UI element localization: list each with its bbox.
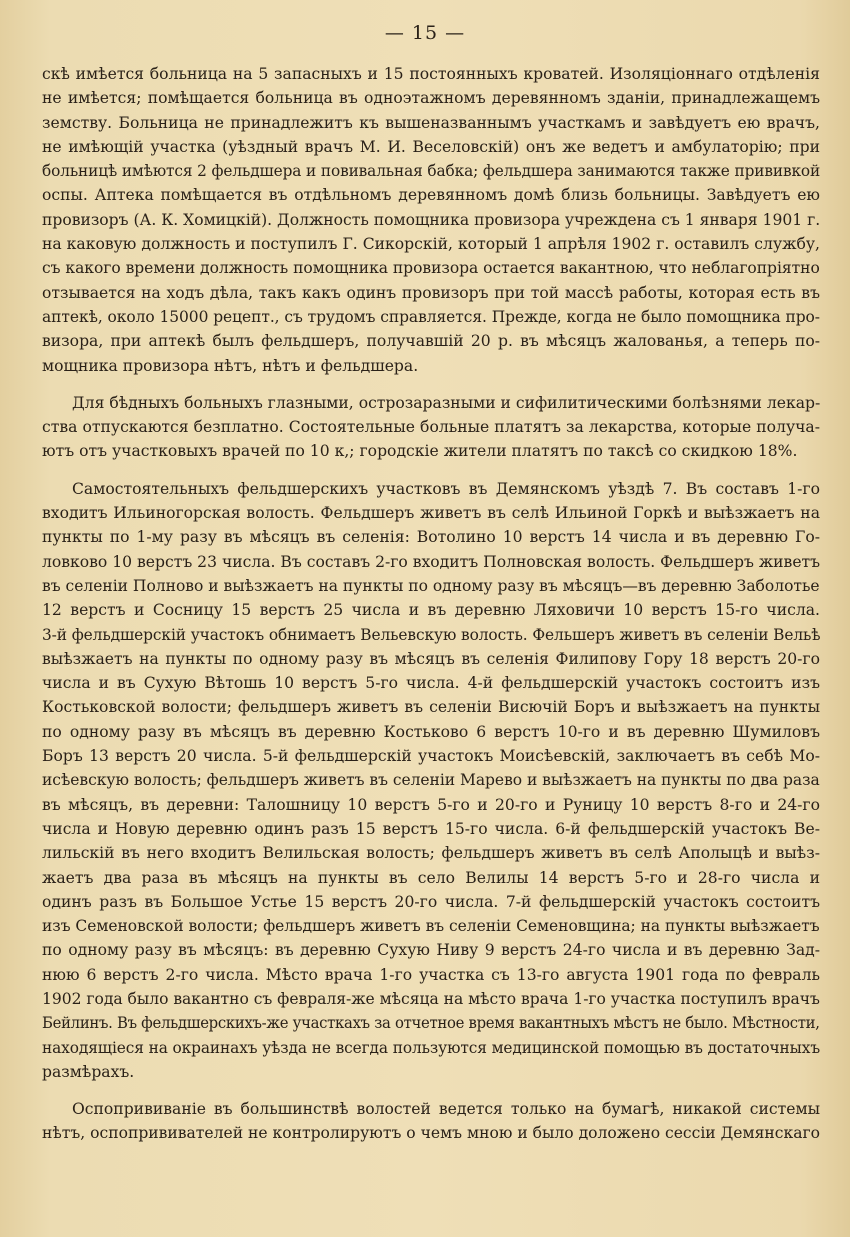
- text-line: числа и Новую деревню одинъ разъ 15 верстъ 15-го числа. 6-й фельдшерскій участокъ Ве-: [42, 819, 820, 838]
- text-line: Для бѣдныхъ больныхъ глазными, острозаразными и сифилитическими болѣзнями лекар-: [72, 393, 821, 412]
- text-line: визора, при аптекѣ былъ фельдшеръ, получавшій 20 р. въ мѣсяцъ жалованья, а теперь по-: [42, 332, 820, 351]
- text-line: ства отпускаются безплатно. Состоятельные больные платятъ за лекарства, которые получа-: [42, 418, 820, 437]
- text-line: отзывается на ходъ дѣла, такъ какъ одинъ провизоръ при той массѣ работы, которая есть въ: [42, 283, 820, 302]
- text-line: по одному разу въ мѣсяцъ въ деревню Костьково 6 верстъ 10-го и въ деревню Шумиловъ: [42, 722, 820, 741]
- text-line: нѣтъ, оспопрививателей не контролируютъ о чемъ мною и было доложено сессіи Демянскаго: [42, 1124, 821, 1143]
- paragraph-gap: [42, 378, 820, 391]
- text-line: по одному разу въ мѣсяцъ: въ деревню Сухую Ниву 9 верстъ 24-го числа и въ деревню Зад-: [42, 941, 820, 960]
- text-line: Костьковской волости; фельдшеръ живетъ въ селеніи Висючій Боръ и выѣзжаетъ на пункты: [42, 698, 820, 717]
- text-line: провизоръ (А. К. Хомицкій). Должность помощника провизора учреждена съ 1 января 1901 г.: [42, 210, 821, 229]
- text-line: аптекѣ, около 15000 рецепт., съ трудомъ справляется. Прежде, когда не было помощника про-: [42, 307, 820, 326]
- paragraph: [42, 62, 820, 378]
- text-line: исѣевскую волость; фельдшеръ живетъ въ селеніи Марево и выѣзжаетъ на пункты по два раза: [42, 771, 820, 790]
- text-line: 12 верстъ и Сосницу 15 верстъ 25 числа и въ деревню Ляховичи 10 верстъ 15-го числа.: [42, 601, 820, 620]
- text-line: въ селеніи Полново и выѣзжаетъ на пункты по одному разу въ мѣсяцъ—въ деревню Заболотье: [42, 576, 820, 595]
- text-line: Самостоятельныхъ фельдшерскихъ участковъ въ Демянскомъ уѣздѣ 7. Въ составъ 1-го: [72, 479, 820, 498]
- text-line: Боръ 13 верстъ 20 числа. 5-й фельдшерскій участокъ Моисѣевскій, заключаетъ въ себѣ Мо-: [42, 747, 820, 766]
- text-line: на каковую должность и поступилъ Г. Сикорскій, который 1 апрѣля 1902 г. оставилъ службу,: [42, 235, 820, 254]
- text-line: размѣрахъ.: [42, 1062, 135, 1081]
- text-line: лильскій въ него входитъ Велильская волость; фельдшеръ живетъ въ селѣ Аполыцѣ и выѣз-: [42, 844, 820, 863]
- text-line: Бейлинъ. Въ фельдшерскихъ-же участкахъ за отчетное время вакантныхъ мѣстъ не было. Мѣстности,: [42, 1014, 820, 1033]
- text-line: Оспопрививаніе въ большинствѣ волостей ведется только на бумагѣ, никакой системы: [72, 1100, 820, 1119]
- text-line: ловково 10 верстъ 23 числа. Въ составъ 2-го входитъ Полновская волость. Фельдшеръ живетъ: [42, 552, 821, 571]
- text-line: нюю 6 верстъ 2-го числа. Мѣсто врача 1-го участка съ 13-го августа 1901 года по февраль: [42, 965, 820, 984]
- paragraph: [42, 391, 820, 464]
- text-line: изъ Семеновской волости; фельдшеръ живетъ въ селеніи Семеновщина; на пункты выѣзжаетъ: [42, 917, 820, 936]
- body-text: [42, 62, 820, 1146]
- text-line: входитъ Ильиногорская волость. Фельдшеръ живетъ въ селѣ Ильиной Горкѣ и выѣзжаетъ на: [42, 504, 820, 523]
- text-line: оспы. Аптека помѣщается въ отдѣльномъ деревянномъ домѣ близь больницы. Завѣдуетъ ею: [42, 186, 820, 205]
- text-line: пункты по 1-му разу въ мѣсяцъ въ селенія: Вотолино 10 верстъ 14 числа и въ деревню Го-: [42, 528, 820, 547]
- text-line: не имѣется; помѣщается больница въ одноэтажномъ деревянномъ зданіи, принадлежащемъ: [42, 89, 820, 108]
- paragraph: [42, 477, 820, 1084]
- text-line: жаетъ два раза въ мѣсяцъ на пункты въ село Велилы 14 верстъ 5-го и 28-го числа и: [42, 868, 820, 887]
- text-line: 3-й фельдшерскій участокъ обнимаетъ Вельевскую волость. Фельшеръ живетъ въ селеніи Вельѣ: [42, 625, 821, 644]
- page-number: — 15 —: [384, 22, 466, 44]
- text-line: одинъ разъ въ Большое Устье 15 верстъ 20-го числа. 7-й фельдшерскій участокъ состоитъ: [42, 892, 820, 911]
- text-line: выѣзжаетъ на пункты по одному разу въ мѣсяцъ въ селенія Филипову Гору 18 верстъ 20-го: [42, 649, 820, 668]
- text-line: съ какого времени должность помощника провизора остается вакантною, что неблагопріятно: [42, 259, 820, 278]
- text-line: ютъ отъ участковыхъ врачей по 10 к,; городскіе жители платятъ по таксѣ со скидкою 18%.: [42, 442, 798, 461]
- paragraph-gap: [42, 1084, 820, 1097]
- text-line: скѣ имѣется больница на 5 запасныхъ и 15 постоянныхъ кроватей. Изоляціоннаго отдѣленія: [42, 65, 820, 83]
- text-line: не имѣющій участка (уѣздный врачъ М. И. Веселовскій) онъ же ведетъ и амбулаторію; при: [42, 137, 820, 156]
- text-line: мощника провизора нѣтъ, нѣтъ и фельдшера.: [42, 356, 419, 375]
- text-line: находящіеся на окраинахъ уѣзда не всегда пользуются медицинской помощью въ достаточныхъ: [42, 1038, 821, 1057]
- text-line: въ мѣсяцъ, въ деревни: Талошницу 10 верстъ 5-го и 20-го и Руницу 10 верстъ 8-го и 24-го: [42, 795, 820, 814]
- text-line: 1902 года было вакантно съ февраля-же мѣсяца на мѣсто врача 1-го участка поступилъ врачъ: [42, 989, 820, 1008]
- paragraph-gap: [42, 464, 820, 477]
- text-line: земству. Больница не принадлежитъ къ вышеназваннымъ участкамъ и завѣдуетъ ею врачъ,: [42, 113, 820, 132]
- text-line: больницѣ имѣются 2 фельдшера и повивальная бабка; фельдшера занимаются также прививкой: [42, 162, 821, 181]
- text-line: числа и въ Сухую Вѣтошь 10 верстъ 5-го числа. 4-й фельдшерскій участокъ состоитъ изъ: [42, 674, 820, 693]
- paragraph: [42, 1097, 820, 1146]
